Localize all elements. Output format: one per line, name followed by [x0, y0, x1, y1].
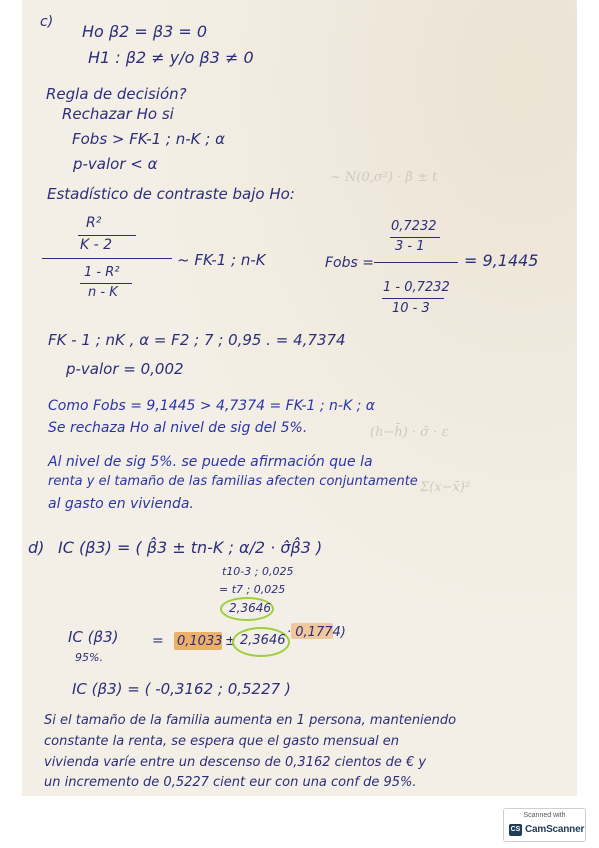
interpretation-line-3: vivienda varíe entre un descenso de 0,3162 cientos de € y	[44, 755, 427, 770]
interpretation-line-1: Si el tamaño de la familia aumenta en 1 persona, manteniendo	[44, 713, 457, 728]
fobs-denominator-bottom: 10 - 3	[392, 301, 430, 316]
fraction-numerator-top: R²	[86, 215, 102, 231]
section-c-label: c)	[40, 14, 54, 30]
fraction-numerator-bottom: K - 2	[80, 237, 113, 253]
fraction-main-line	[42, 258, 172, 259]
ci-equals: =	[152, 633, 164, 649]
reject-text: Se rechaza Ho al nivel de sig del 5%.	[48, 420, 308, 436]
fraction-denominator-top: 1 - R²	[84, 265, 120, 280]
fraction-denominator-bottom: n - K	[88, 285, 118, 300]
f-critical-value: FK - 1 ; nK , α = F2 ; 7 ; 0,95 . = 4,7374	[48, 331, 346, 349]
badge-top-text: Scanned with	[523, 812, 566, 819]
conclusion-line-3: al gasto en vivienda.	[48, 496, 194, 512]
interpretation-line-4: un incremento de 0,5227 cient eur con una conf de 95%.	[44, 775, 417, 790]
condition-pvalue: p-valor < α	[73, 155, 158, 173]
t-quantile-line-1: t10-3 ; 0,025	[222, 565, 294, 578]
t-value-2: 2,3646	[240, 633, 286, 648]
fobs-result: = 9,1445	[464, 251, 539, 270]
decision-rule-title: Regla de decisión?	[46, 85, 187, 103]
reject-if-text: Rechazar Ho si	[62, 105, 174, 123]
comparison-text: Como Fobs = 9,1445 > 4,7374 = FK-1 ; n-K ; α	[48, 398, 376, 414]
fraction-inner-line-2	[80, 283, 132, 284]
alt-hypothesis: H1 : β2 ≠ y/o β3 ≠ 0	[88, 48, 254, 67]
confidence-interval-formula: IC (β3) = ( β̂3 ± tn-K ; α/2 · σ̂β̂3 )	[58, 538, 323, 557]
t-quantile-line-2: = t7 ; 0,025	[219, 583, 286, 596]
fobs-main-line	[374, 262, 458, 263]
interpretation-line-2: constante la renta, se espera que el gasto mensual en	[44, 734, 400, 749]
badge-brand-name: CamScanner	[525, 824, 585, 835]
test-statistic-title: Estadístico de contraste bajo Ho:	[47, 185, 295, 203]
fobs-numerator-bottom: 3 - 1	[395, 239, 425, 254]
sigma-value: · 0,1774)	[287, 625, 346, 640]
section-d-label: d)	[28, 538, 45, 557]
fobs-label: Fobs =	[325, 255, 374, 271]
ci-label: IC (β3)	[68, 628, 119, 646]
ci-level: 95%.	[75, 651, 103, 664]
bleed-through-marks: ~ N(0,σ²) · β̂ ± t (h−h̄) · σ̂ · ε Σ(x−x̄)²	[330, 170, 471, 495]
conclusion-line-1: Al nivel de sig 5%. se puede afirmación que la	[48, 454, 373, 470]
camscanner-badge	[503, 808, 586, 842]
beta-hat-value: 0,1033	[177, 634, 223, 649]
fobs-inner-line-2	[382, 298, 444, 299]
conclusion-line-2: renta y el tamaño de las familias afecten conjuntamente	[48, 474, 418, 489]
null-hypothesis: Ho β2 = β3 = 0	[82, 22, 208, 41]
camscanner-logo-icon: CS	[509, 824, 522, 836]
p-value: p-valor = 0,002	[66, 360, 184, 378]
t-value: 2,3646	[229, 601, 271, 615]
fraction-inner-line-1	[78, 235, 136, 236]
plus-minus: ±	[225, 634, 236, 649]
fobs-numerator-top: 0,7232	[391, 219, 437, 234]
fobs-denominator-top: 1 - 0,7232	[383, 280, 450, 295]
ci-result: IC (β3) = ( -0,3162 ; 0,5227 )	[72, 680, 291, 698]
distribution-text: ~ FK-1 ; n-K	[177, 251, 266, 269]
condition-fobs: Fobs > FK-1 ; n-K ; α	[72, 130, 225, 148]
fobs-inner-line-1	[390, 237, 440, 238]
